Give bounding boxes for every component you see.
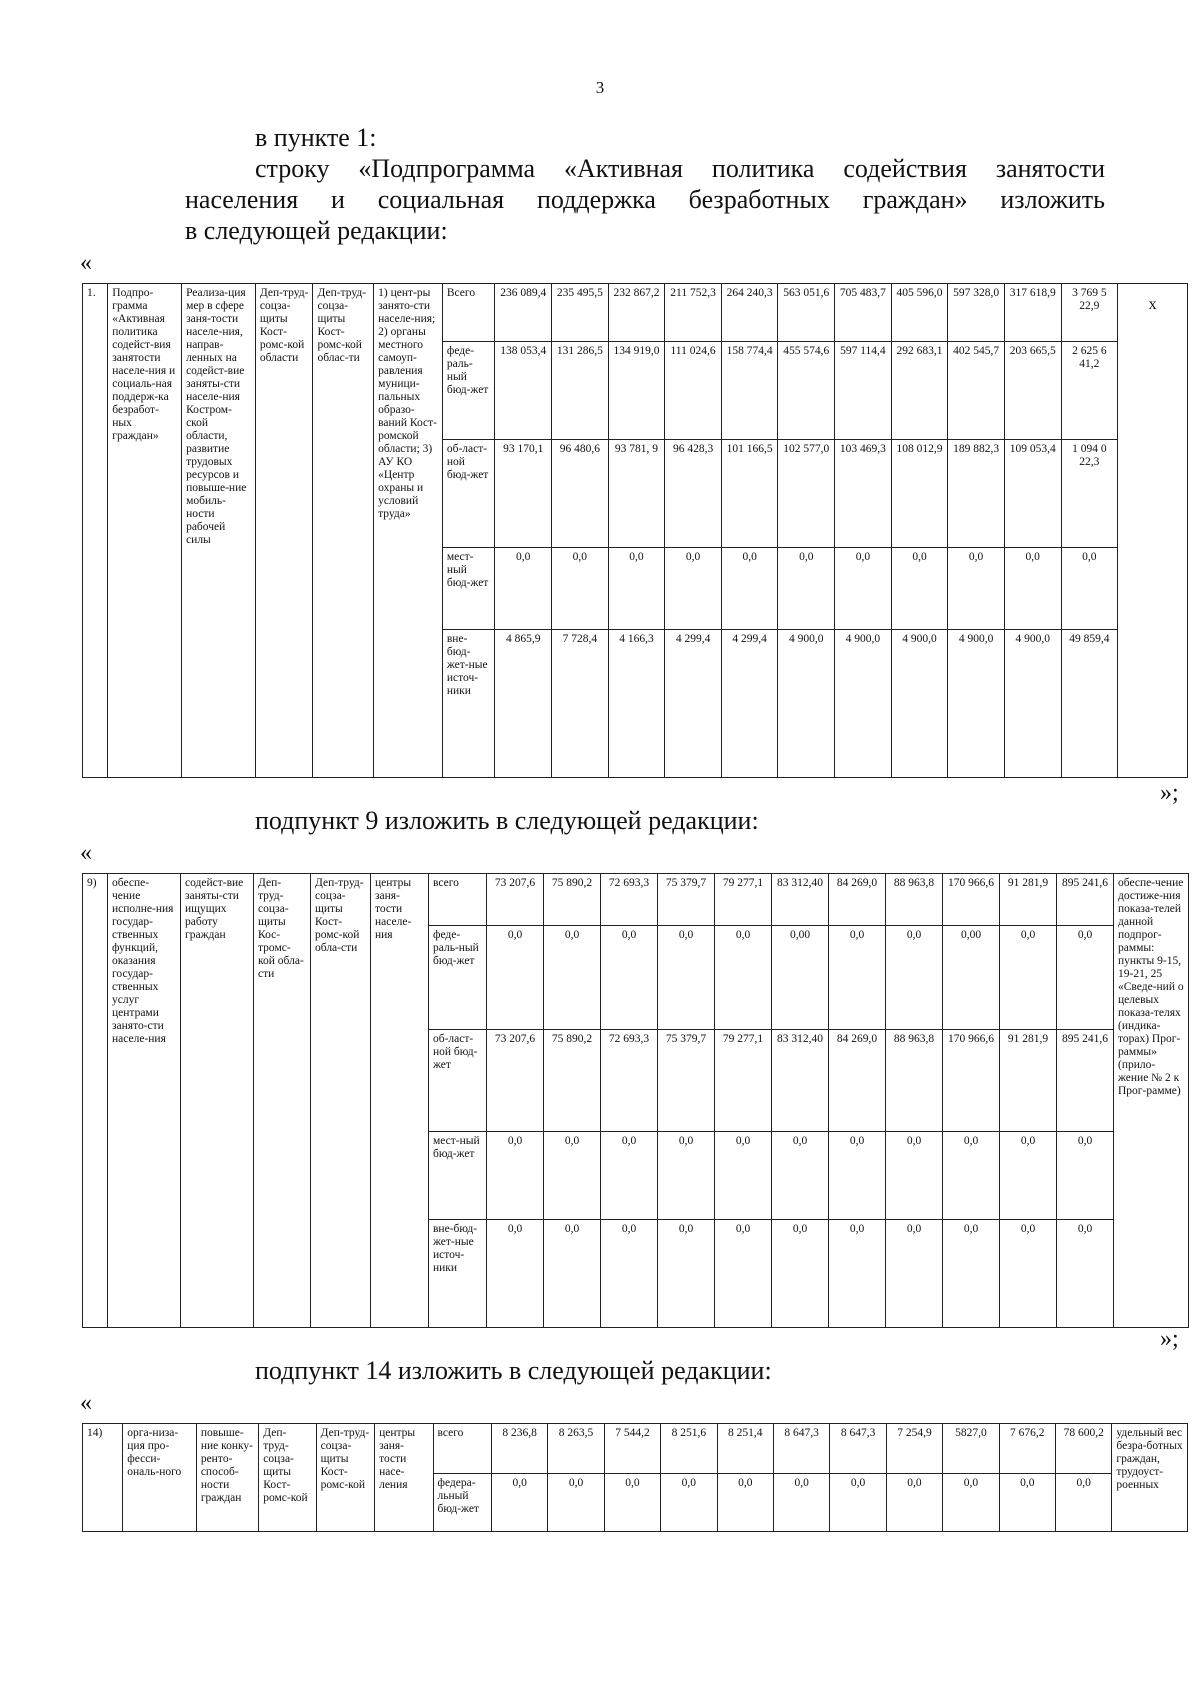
value-cell: 292 683,1: [891, 342, 948, 440]
value-cell: 402 545,7: [948, 342, 1005, 440]
value-cell: 0,00: [772, 926, 829, 1030]
open-quote-2: «: [80, 840, 92, 866]
value-cell: 0,0: [829, 1220, 886, 1328]
cell-c5: Деп-труд-соцза-щиты Кост-ромс-кой: [316, 1424, 374, 1532]
page-number: 3: [595, 78, 605, 97]
value-cell: 73 207,6: [487, 1030, 544, 1132]
value-cell: 0,0: [943, 1474, 999, 1532]
intro-line-1: в пункте 1:: [255, 123, 377, 152]
value-cell: 84 269,0: [829, 1030, 886, 1132]
value-cell: 0,0: [658, 1132, 715, 1220]
value-cell: 83 312,40: [772, 874, 829, 926]
value-cell: 0,0: [715, 1132, 772, 1220]
value-cell: 84 269,0: [829, 874, 886, 926]
value-cell: 189 882,3: [948, 440, 1005, 548]
subpoint-9-heading: подпункт 9 изложить в следующей редакции:: [255, 806, 759, 835]
value-cell: 4 865,9: [495, 630, 552, 778]
value-cell: 91 281,9: [1000, 874, 1057, 926]
cell-last: обеспе-чение достиже-ния показа-телей данной подпрог-раммы: пункты 9-15, 19-21, 25 «Сведе-ний о целевых показа-телях (индика-торах) Прог-раммы» (прило-жение № 2 к Прог-рамме): [1114, 874, 1189, 1328]
value-cell: 83 312,40: [772, 1030, 829, 1132]
value-cell: 0,0: [552, 548, 609, 630]
value-cell: 232 867,2: [608, 284, 665, 342]
close-quote-2: »;: [1160, 1326, 1179, 1352]
value-cell: 108 012,9: [891, 440, 948, 548]
table-subpoint-14: [82, 1423, 1188, 1532]
value-cell: 0,0: [830, 1474, 886, 1532]
row-label: мест-ный бюд-жет: [442, 548, 495, 630]
value-cell: 1 094 0 22,3: [1061, 440, 1118, 548]
table-row: [83, 1424, 1188, 1474]
value-cell: 0,0: [544, 1132, 601, 1220]
value-cell: 895 241,6: [1057, 874, 1114, 926]
intro-line-4: в следующей редакции:: [185, 216, 448, 245]
value-cell: 0,0: [948, 548, 1005, 630]
value-cell: 2 625 6 41,2: [1061, 342, 1118, 440]
cell-c1: 1.: [83, 284, 108, 778]
row-label: феде-раль-ный бюд-жет: [442, 342, 495, 440]
intro-line-2: строку «Подпрограмма «Активная политика содействия занятости: [255, 154, 1105, 183]
value-cell: 0,0: [665, 548, 722, 630]
value-cell: 0,0: [487, 926, 544, 1030]
cell-c6: 1) цент-ры занято-сти населе-ния; 2) органы местного самоуп-равления муници-пальных образо-ваний Кост-ромской области; 3) АУ КО «Центр охраны и условий труда»: [374, 284, 443, 778]
cell-c3: повыше-ние конку-рентo-способ-ности граждан: [196, 1424, 258, 1532]
value-cell: 170 966,6: [943, 874, 1000, 926]
value-cell: 0,0: [604, 1474, 660, 1532]
value-cell: 8 236,8: [491, 1424, 547, 1474]
value-cell: 8 251,6: [661, 1424, 717, 1474]
value-cell: 0,0: [1004, 548, 1061, 630]
value-cell: 0,0: [601, 1132, 658, 1220]
open-quote-3: «: [80, 1390, 92, 1416]
value-cell: 4 900,0: [778, 630, 835, 778]
value-cell: 91 281,9: [1000, 1030, 1057, 1132]
value-cell: 7 544,2: [604, 1424, 660, 1474]
value-cell: 93 170,1: [495, 440, 552, 548]
value-cell: 0,0: [548, 1474, 604, 1532]
value-cell: 79 277,1: [715, 874, 772, 926]
value-cell: 0,0: [886, 1474, 942, 1532]
table-row: [83, 284, 1188, 342]
value-cell: 0,0: [715, 926, 772, 1030]
value-cell: 0,0: [658, 1220, 715, 1328]
cell-c3: содейст-вие заняты-сти ищущих работу граждан: [181, 874, 254, 1328]
value-cell: 0,0: [891, 548, 948, 630]
row-label: об-ласт-ной бюд-жет: [442, 440, 495, 548]
value-cell: 563 051,6: [778, 284, 835, 342]
value-cell: 0,0: [1055, 1474, 1111, 1532]
value-cell: 455 574,6: [778, 342, 835, 440]
value-cell: 75 379,7: [658, 874, 715, 926]
value-cell: 317 618,9: [1004, 284, 1061, 342]
row-label: Всего: [442, 284, 495, 342]
value-cell: 170 966,6: [943, 1030, 1000, 1132]
row-label: мест-ный бюд-жет: [429, 1132, 487, 1220]
value-cell: 0,0: [1057, 1132, 1114, 1220]
value-cell: 0,0: [772, 1220, 829, 1328]
value-cell: 0,0: [601, 926, 658, 1030]
row-label: всего: [429, 874, 487, 926]
open-quote-1: «: [80, 250, 92, 276]
value-cell: 109 053,4: [1004, 440, 1061, 548]
cell-c6: центры заня-тости насе-ления: [375, 1424, 433, 1532]
value-cell: 0,0: [1000, 1220, 1057, 1328]
value-cell: 0,0: [717, 1474, 773, 1532]
value-cell: 4 299,4: [721, 630, 778, 778]
value-cell: 0,0: [608, 548, 665, 630]
value-cell: 93 781, 9: [608, 440, 665, 548]
row-label: всего: [433, 1424, 491, 1474]
value-cell: 79 277,1: [715, 1030, 772, 1132]
value-cell: 72 693,3: [601, 874, 658, 926]
value-cell: 203 665,5: [1004, 342, 1061, 440]
value-cell: 211 752,3: [665, 284, 722, 342]
value-cell: 0,0: [715, 1220, 772, 1328]
value-cell: 88 963,8: [886, 1030, 943, 1132]
value-cell: 96 480,6: [552, 440, 609, 548]
row-label: федера-льный бюд-жет: [433, 1474, 491, 1532]
value-cell: 49 859,4: [1061, 630, 1118, 778]
value-cell: 102 577,0: [778, 440, 835, 548]
cell-c6: центры заня-тости населе-ния: [371, 874, 429, 1328]
value-cell: 8 263,5: [548, 1424, 604, 1474]
cell-last: x: [1118, 284, 1188, 778]
row-label: об-ласт-ной бюд-жет: [429, 1030, 487, 1132]
close-quote-1: »;: [1160, 780, 1179, 806]
cell-c4: Деп-труд-соцза-щиты Кост-ромс-кой: [259, 1424, 316, 1532]
value-cell: 264 240,3: [721, 284, 778, 342]
value-cell: 7 254,9: [886, 1424, 942, 1474]
value-cell: 235 495,5: [552, 284, 609, 342]
value-cell: 75 890,2: [544, 874, 601, 926]
value-cell: 103 469,3: [835, 440, 892, 548]
value-cell: 0,0: [544, 926, 601, 1030]
value-cell: 5827,0: [943, 1424, 999, 1474]
table-row: [83, 874, 1189, 926]
value-cell: 0,0: [601, 1220, 658, 1328]
value-cell: 0,0: [491, 1474, 547, 1532]
value-cell: 0,0: [829, 1132, 886, 1220]
value-cell: 7 728,4: [552, 630, 609, 778]
cell-c4: Деп-труд-соцза-щиты Кос-тромс-кой обла-сти: [254, 874, 311, 1328]
value-cell: 4 900,0: [948, 630, 1005, 778]
cell-c2: Подпро-грамма «Активная политика содейст-вия занятости населе-ния и социаль-ная поддерж-ка безработ-ных граждан»: [108, 284, 182, 778]
cell-c1: 9): [83, 874, 108, 1328]
cell-c3: Реализа-ция мер в сфере заня-тости населе-ния, направ-ленных на содейст-вие заняты-сти населе-ния Костром-ской области, развитие трудовых ресурсов и повыше-ние мобиль-ности рабочей силы: [182, 284, 256, 778]
cell-c4: Деп-труд-соцза-щиты Кост-ромс-кой области: [255, 284, 313, 778]
value-cell: 405 596,0: [891, 284, 948, 342]
value-cell: 0,0: [1000, 926, 1057, 1030]
value-cell: 8 251,4: [717, 1424, 773, 1474]
value-cell: 101 166,5: [721, 440, 778, 548]
value-cell: 111 024,6: [665, 342, 722, 440]
intro-text: [185, 122, 1105, 246]
value-cell: 134 919,0: [608, 342, 665, 440]
value-cell: 0,0: [495, 548, 552, 630]
value-cell: 236 089,4: [495, 284, 552, 342]
value-cell: 73 207,6: [487, 874, 544, 926]
value-cell: 8 647,3: [773, 1424, 829, 1474]
value-cell: 0,0: [1057, 1220, 1114, 1328]
value-cell: 0,0: [778, 548, 835, 630]
value-cell: 597 328,0: [948, 284, 1005, 342]
value-cell: 4 900,0: [891, 630, 948, 778]
cell-c1: 14): [83, 1424, 123, 1532]
value-cell: 138 053,4: [495, 342, 552, 440]
value-cell: 0,0: [487, 1132, 544, 1220]
value-cell: 75 890,2: [544, 1030, 601, 1132]
value-cell: 7 676,2: [999, 1424, 1055, 1474]
value-cell: 88 963,8: [886, 874, 943, 926]
value-cell: 0,0: [544, 1220, 601, 1328]
cell-c5: Деп-труд-соцза-щиты Кост-ромс-кой обла-сти: [311, 874, 371, 1328]
value-cell: 72 693,3: [601, 1030, 658, 1132]
value-cell: 3 769 5 22,9: [1061, 284, 1118, 342]
row-label: вне-бюд-жет-ные источ-ники: [442, 630, 495, 778]
value-cell: 0,0: [943, 1220, 1000, 1328]
value-cell: 705 483,7: [835, 284, 892, 342]
value-cell: 597 114,4: [835, 342, 892, 440]
row-label: феде-раль-ный бюд-жет: [429, 926, 487, 1030]
value-cell: 0,0: [721, 548, 778, 630]
value-cell: 0,0: [772, 1132, 829, 1220]
value-cell: 0,0: [487, 1220, 544, 1328]
table-subprogram-line: [82, 283, 1188, 778]
cell-c2: обеспе-чение исполне-ния государ-ственных функций, оказания государ-ственных услуг центрами занято-сти населе-ния: [108, 874, 181, 1328]
subpoint-14-heading: подпункт 14 изложить в следующей редакции:: [255, 1356, 772, 1385]
value-cell: 0,0: [1057, 926, 1114, 1030]
cell-c5: Деп-труд-соцза-щиты Кост-ромс-кой облас-ти: [313, 284, 374, 778]
value-cell: 4 166,3: [608, 630, 665, 778]
value-cell: 75 379,7: [658, 1030, 715, 1132]
value-cell: 0,0: [943, 1132, 1000, 1220]
value-cell: 158 774,4: [721, 342, 778, 440]
value-cell: 0,0: [658, 926, 715, 1030]
value-cell: 0,0: [886, 926, 943, 1030]
intro-line-3: населения и социальная поддержка безработных граждан» изложить: [185, 185, 1105, 214]
value-cell: 131 286,5: [552, 342, 609, 440]
value-cell: 0,0: [886, 1220, 943, 1328]
value-cell: 0,0: [886, 1132, 943, 1220]
value-cell: 4 299,4: [665, 630, 722, 778]
value-cell: 0,0: [661, 1474, 717, 1532]
value-cell: 96 428,3: [665, 440, 722, 548]
cell-last: удельный вес безра-ботных граждан, трудоуст-роенных: [1112, 1424, 1188, 1532]
value-cell: 0,0: [999, 1474, 1055, 1532]
value-cell: 0,0: [835, 548, 892, 630]
value-cell: 0,0: [1061, 548, 1118, 630]
cell-c2: орга-низа-ция про-фесси-ональ-ного: [123, 1424, 197, 1532]
table-subpoint-9: [82, 873, 1189, 1328]
value-cell: 0,0: [829, 926, 886, 1030]
row-label: вне-бюд-жет-ные источ-ники: [429, 1220, 487, 1328]
value-cell: 4 900,0: [1004, 630, 1061, 778]
value-cell: 78 600,2: [1055, 1424, 1111, 1474]
value-cell: 4 900,0: [835, 630, 892, 778]
value-cell: 0,00: [943, 926, 1000, 1030]
value-cell: 0,0: [1000, 1132, 1057, 1220]
value-cell: 0,0: [773, 1474, 829, 1532]
value-cell: 895 241,6: [1057, 1030, 1114, 1132]
value-cell: 8 647,3: [830, 1424, 886, 1474]
